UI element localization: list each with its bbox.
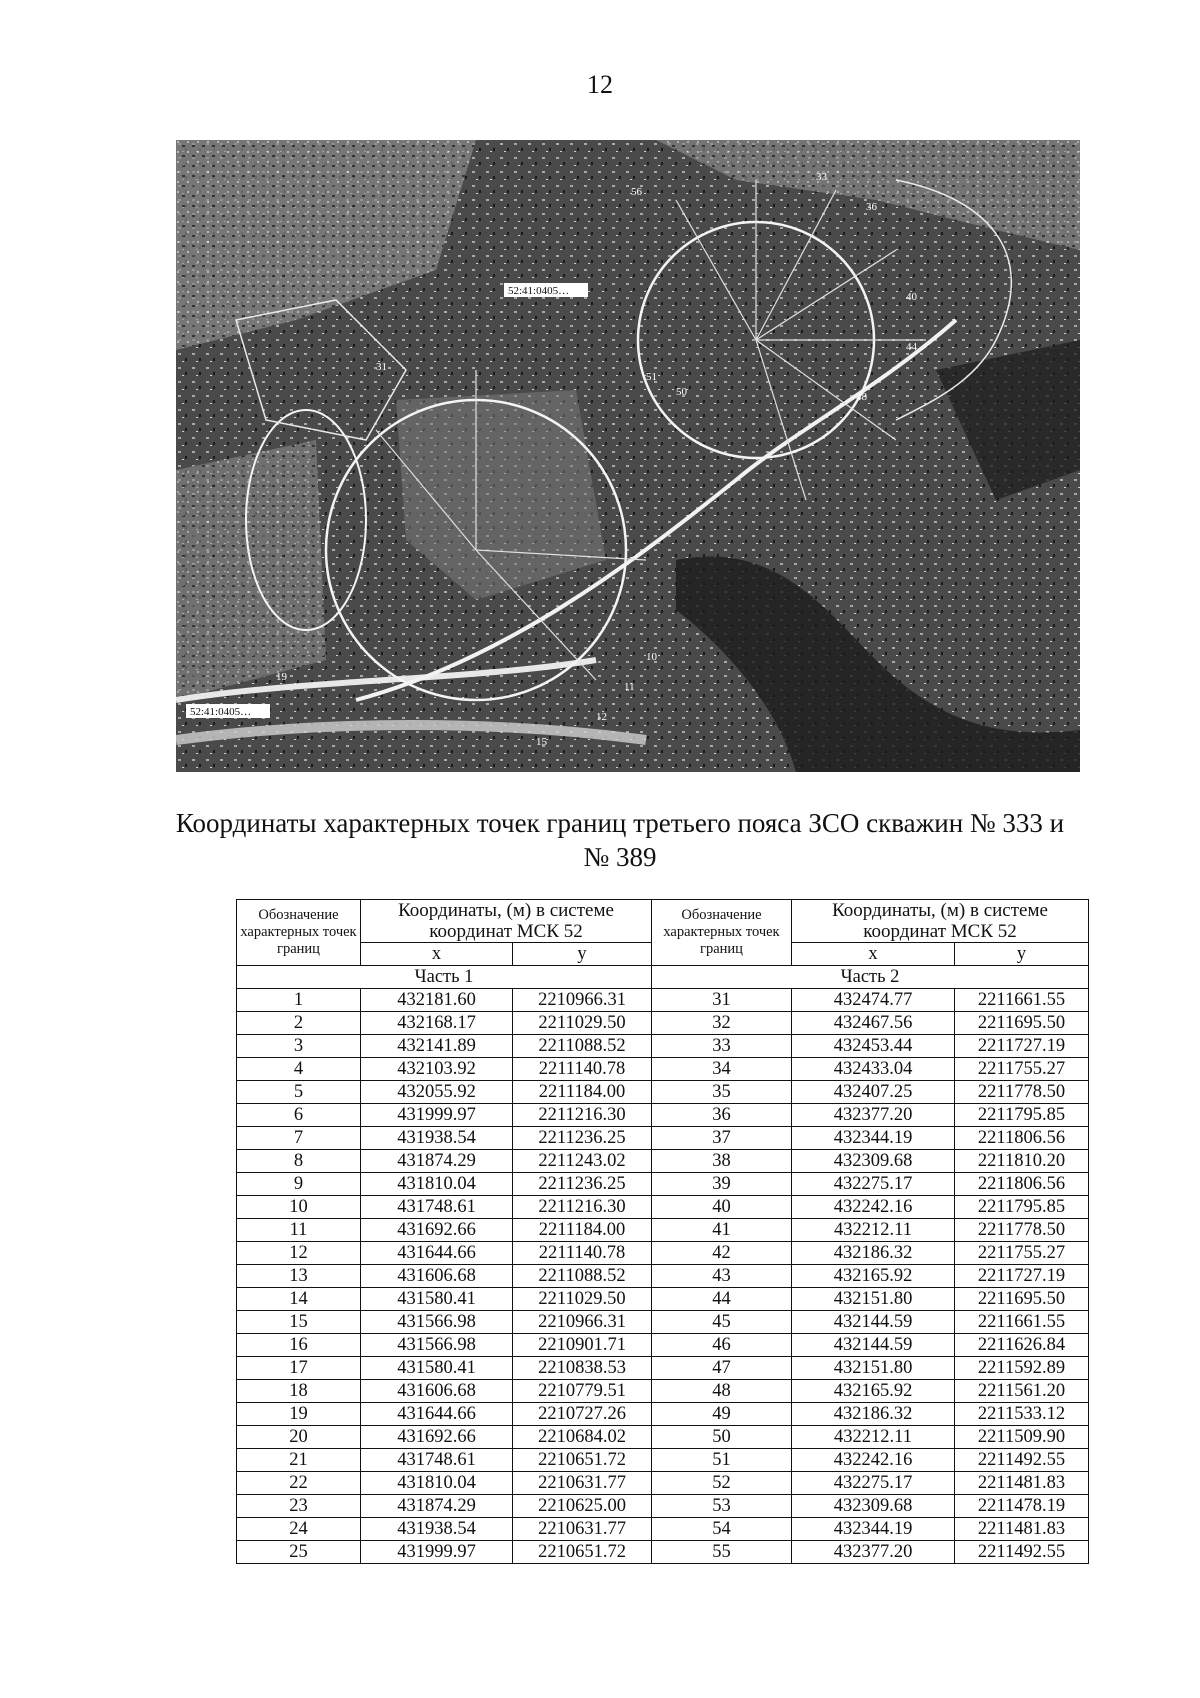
point-id-cell: 49 xyxy=(652,1403,792,1426)
y-coordinate-cell: 2210901.71 xyxy=(513,1334,652,1357)
table-row xyxy=(237,1495,1089,1518)
x-coordinate-cell: 432474.77 xyxy=(792,989,955,1012)
y-coordinate-cell: 2211661.55 xyxy=(955,1311,1089,1334)
point-id-cell: 42 xyxy=(652,1242,792,1265)
table-row xyxy=(237,1196,1089,1219)
page-number: 12 xyxy=(587,70,613,99)
x-coordinate-cell: 431692.66 xyxy=(361,1219,513,1242)
point-id-cell: 31 xyxy=(652,989,792,1012)
x-coordinate-cell: 432168.17 xyxy=(361,1012,513,1035)
point-id-cell: 8 xyxy=(237,1150,361,1173)
point-id-cell: 7 xyxy=(237,1127,361,1150)
point-id-cell: 19 xyxy=(237,1403,361,1426)
map-point-label: 50 xyxy=(676,386,687,398)
point-id-cell: 44 xyxy=(652,1288,792,1311)
point-id-cell: 37 xyxy=(652,1127,792,1150)
table-row xyxy=(237,1426,1089,1449)
point-id-cell: 32 xyxy=(652,1012,792,1035)
point-id-cell: 51 xyxy=(652,1449,792,1472)
y-coordinate-cell: 2210966.31 xyxy=(513,1311,652,1334)
table-row xyxy=(237,989,1089,1012)
y-coordinate-cell: 2211795.85 xyxy=(955,1104,1089,1127)
table-row xyxy=(237,1541,1089,1564)
x-coordinate-cell: 432151.80 xyxy=(792,1357,955,1380)
point-id-cell: 21 xyxy=(237,1449,361,1472)
x-coordinate-cell: 431644.66 xyxy=(361,1242,513,1265)
map-point-label: 36 xyxy=(866,201,877,213)
table-row xyxy=(237,1403,1089,1426)
point-id-cell: 40 xyxy=(652,1196,792,1219)
table-row xyxy=(237,1104,1089,1127)
x-coordinate-cell: 431566.98 xyxy=(361,1334,513,1357)
map-cadastral-label-1: 52:41:0405… xyxy=(508,285,570,297)
y-coordinate-cell: 2211492.55 xyxy=(955,1449,1089,1472)
y-coordinate-cell: 2211509.90 xyxy=(955,1426,1089,1449)
x-coordinate-cell: 431606.68 xyxy=(361,1265,513,1288)
map-point-label: 33 xyxy=(816,171,827,183)
header-coords-label: Координаты, (м) в системе координат МСК 52 xyxy=(361,900,652,943)
table-row xyxy=(237,1472,1089,1495)
y-coordinate-cell: 2211088.52 xyxy=(513,1035,652,1058)
table-row xyxy=(237,1311,1089,1334)
y-coordinate-cell: 2210779.51 xyxy=(513,1380,652,1403)
x-coordinate-cell: 432377.20 xyxy=(792,1104,955,1127)
point-id-cell: 11 xyxy=(237,1219,361,1242)
part-2-label: Часть 2 xyxy=(652,966,1089,989)
point-id-cell: 39 xyxy=(652,1173,792,1196)
y-coordinate-cell: 2210727.26 xyxy=(513,1403,652,1426)
x-coordinate-cell: 432453.44 xyxy=(792,1035,955,1058)
point-id-cell: 9 xyxy=(237,1173,361,1196)
x-coordinate-cell: 431810.04 xyxy=(361,1472,513,1495)
x-coordinate-cell: 431938.54 xyxy=(361,1127,513,1150)
y-coordinate-cell: 2211755.27 xyxy=(955,1058,1089,1081)
y-coordinate-cell: 2211216.30 xyxy=(513,1196,652,1219)
x-coordinate-cell: 432151.80 xyxy=(792,1288,955,1311)
x-coordinate-cell: 432275.17 xyxy=(792,1173,955,1196)
header-point-label: Обозначение характерных точек границ xyxy=(652,900,792,966)
y-coordinate-cell: 2211755.27 xyxy=(955,1242,1089,1265)
point-id-cell: 2 xyxy=(237,1012,361,1035)
point-id-cell: 24 xyxy=(237,1518,361,1541)
y-coordinate-cell: 2211184.00 xyxy=(513,1081,652,1104)
header-x: x xyxy=(361,943,513,966)
point-id-cell: 43 xyxy=(652,1265,792,1288)
point-id-cell: 54 xyxy=(652,1518,792,1541)
map-point-label: 11 xyxy=(624,681,635,693)
x-coordinate-cell: 432144.59 xyxy=(792,1311,955,1334)
table-row xyxy=(237,1449,1089,1472)
x-coordinate-cell: 432186.32 xyxy=(792,1403,955,1426)
point-id-cell: 50 xyxy=(652,1426,792,1449)
table-heading xyxy=(150,806,1090,874)
point-id-cell: 36 xyxy=(652,1104,792,1127)
y-coordinate-cell: 2211806.56 xyxy=(955,1127,1089,1150)
x-coordinate-cell: 432181.60 xyxy=(361,989,513,1012)
x-coordinate-cell: 432344.19 xyxy=(792,1518,955,1541)
table-row xyxy=(237,1150,1089,1173)
x-coordinate-cell: 431606.68 xyxy=(361,1380,513,1403)
point-id-cell: 18 xyxy=(237,1380,361,1403)
map-point-label: 10 xyxy=(646,651,657,663)
x-coordinate-cell: 432377.20 xyxy=(792,1541,955,1564)
x-coordinate-cell: 432407.25 xyxy=(792,1081,955,1104)
map-point-label: 15 xyxy=(536,736,547,748)
coordinates-table xyxy=(236,899,1089,1564)
x-coordinate-cell: 431874.29 xyxy=(361,1495,513,1518)
table-row xyxy=(237,1058,1089,1081)
point-id-cell: 55 xyxy=(652,1541,792,1564)
header-point-label: Обозначение характерных точек границ xyxy=(237,900,361,966)
x-coordinate-cell: 432055.92 xyxy=(361,1081,513,1104)
point-id-cell: 52 xyxy=(652,1472,792,1495)
x-coordinate-cell: 432144.59 xyxy=(792,1334,955,1357)
header-coords-label: Координаты, (м) в системе координат МСК 52 xyxy=(792,900,1089,943)
y-coordinate-cell: 2211029.50 xyxy=(513,1288,652,1311)
map-point-label: 12 xyxy=(596,711,607,723)
point-id-cell: 6 xyxy=(237,1104,361,1127)
map-point-label: 19 xyxy=(276,671,287,683)
y-coordinate-cell: 2211184.00 xyxy=(513,1219,652,1242)
y-coordinate-cell: 2211806.56 xyxy=(955,1173,1089,1196)
point-id-cell: 35 xyxy=(652,1081,792,1104)
y-coordinate-cell: 2211810.20 xyxy=(955,1150,1089,1173)
point-id-cell: 41 xyxy=(652,1219,792,1242)
x-coordinate-cell: 431644.66 xyxy=(361,1403,513,1426)
y-coordinate-cell: 2210966.31 xyxy=(513,989,652,1012)
y-coordinate-cell: 2211492.55 xyxy=(955,1541,1089,1564)
point-id-cell: 14 xyxy=(237,1288,361,1311)
point-id-cell: 17 xyxy=(237,1357,361,1380)
part-1-label: Часть 1 xyxy=(237,966,652,989)
table-row xyxy=(237,1518,1089,1541)
x-coordinate-cell: 431566.98 xyxy=(361,1311,513,1334)
point-id-cell: 3 xyxy=(237,1035,361,1058)
point-id-cell: 25 xyxy=(237,1541,361,1564)
y-coordinate-cell: 2211088.52 xyxy=(513,1265,652,1288)
y-coordinate-cell: 2211727.19 xyxy=(955,1035,1089,1058)
point-id-cell: 10 xyxy=(237,1196,361,1219)
map-point-label: 56 xyxy=(631,186,642,198)
x-coordinate-cell: 432141.89 xyxy=(361,1035,513,1058)
y-coordinate-cell: 2210651.72 xyxy=(513,1541,652,1564)
map-point-label: 48 xyxy=(856,391,867,403)
y-coordinate-cell: 2211778.50 xyxy=(955,1219,1089,1242)
table-row xyxy=(237,1380,1089,1403)
point-id-cell: 48 xyxy=(652,1380,792,1403)
y-coordinate-cell: 2211661.55 xyxy=(955,989,1089,1012)
x-coordinate-cell: 432309.68 xyxy=(792,1495,955,1518)
point-id-cell: 23 xyxy=(237,1495,361,1518)
point-id-cell: 38 xyxy=(652,1150,792,1173)
y-coordinate-cell: 2211481.83 xyxy=(955,1472,1089,1495)
x-coordinate-cell: 431692.66 xyxy=(361,1426,513,1449)
aerial-map-image xyxy=(176,140,1080,772)
y-coordinate-cell: 2210838.53 xyxy=(513,1357,652,1380)
x-coordinate-cell: 432309.68 xyxy=(792,1150,955,1173)
table-row xyxy=(237,1242,1089,1265)
point-id-cell: 16 xyxy=(237,1334,361,1357)
x-coordinate-cell: 432186.32 xyxy=(792,1242,955,1265)
table-row xyxy=(237,1035,1089,1058)
x-coordinate-cell: 432275.17 xyxy=(792,1472,955,1495)
y-coordinate-cell: 2210631.77 xyxy=(513,1472,652,1495)
x-coordinate-cell: 431874.29 xyxy=(361,1150,513,1173)
y-coordinate-cell: 2210631.77 xyxy=(513,1518,652,1541)
y-coordinate-cell: 2211140.78 xyxy=(513,1058,652,1081)
point-id-cell: 33 xyxy=(652,1035,792,1058)
y-coordinate-cell: 2211029.50 xyxy=(513,1012,652,1035)
point-id-cell: 12 xyxy=(237,1242,361,1265)
heading-line-2: № 389 xyxy=(583,842,657,872)
table-row xyxy=(237,1357,1089,1380)
point-id-cell: 34 xyxy=(652,1058,792,1081)
map-cadastral-label-2: 52:41:0405… xyxy=(190,706,252,718)
point-id-cell: 5 xyxy=(237,1081,361,1104)
x-coordinate-cell: 431580.41 xyxy=(361,1288,513,1311)
point-id-cell: 45 xyxy=(652,1311,792,1334)
y-coordinate-cell: 2211778.50 xyxy=(955,1081,1089,1104)
x-coordinate-cell: 431999.97 xyxy=(361,1104,513,1127)
point-id-cell: 53 xyxy=(652,1495,792,1518)
x-coordinate-cell: 431938.54 xyxy=(361,1518,513,1541)
x-coordinate-cell: 432433.04 xyxy=(792,1058,955,1081)
table-row xyxy=(237,1127,1089,1150)
x-coordinate-cell: 431748.61 xyxy=(361,1196,513,1219)
map-point-label: 51 xyxy=(646,371,657,383)
point-id-cell: 13 xyxy=(237,1265,361,1288)
x-coordinate-cell: 432103.92 xyxy=(361,1058,513,1081)
point-id-cell: 46 xyxy=(652,1334,792,1357)
y-coordinate-cell: 2211533.12 xyxy=(955,1403,1089,1426)
y-coordinate-cell: 2211481.83 xyxy=(955,1518,1089,1541)
point-id-cell: 4 xyxy=(237,1058,361,1081)
x-coordinate-cell: 432467.56 xyxy=(792,1012,955,1035)
y-coordinate-cell: 2211695.50 xyxy=(955,1012,1089,1035)
y-coordinate-cell: 2211795.85 xyxy=(955,1196,1089,1219)
y-coordinate-cell: 2211236.25 xyxy=(513,1127,652,1150)
heading-line-1: Координаты характерных точек границ третьего пояса ЗСО скважин № 333 и xyxy=(175,808,1065,838)
y-coordinate-cell: 2211695.50 xyxy=(955,1288,1089,1311)
map-point-label: 44 xyxy=(906,341,917,353)
header-y: y xyxy=(513,943,652,966)
x-coordinate-cell: 432165.92 xyxy=(792,1265,955,1288)
table-row xyxy=(237,1081,1089,1104)
y-coordinate-cell: 2211243.02 xyxy=(513,1150,652,1173)
point-id-cell: 22 xyxy=(237,1472,361,1495)
table-row xyxy=(237,1288,1089,1311)
map-point-label: 40 xyxy=(906,291,917,303)
x-coordinate-cell: 431999.97 xyxy=(361,1541,513,1564)
y-coordinate-cell: 2211216.30 xyxy=(513,1104,652,1127)
x-coordinate-cell: 432242.16 xyxy=(792,1196,955,1219)
x-coordinate-cell: 431810.04 xyxy=(361,1173,513,1196)
table-row xyxy=(237,1173,1089,1196)
table-row xyxy=(237,1012,1089,1035)
y-coordinate-cell: 2211592.89 xyxy=(955,1357,1089,1380)
x-coordinate-cell: 431748.61 xyxy=(361,1449,513,1472)
x-coordinate-cell: 432212.11 xyxy=(792,1219,955,1242)
map-point-label: 31 xyxy=(376,361,387,373)
point-id-cell: 15 xyxy=(237,1311,361,1334)
y-coordinate-cell: 2211236.25 xyxy=(513,1173,652,1196)
y-coordinate-cell: 2210684.02 xyxy=(513,1426,652,1449)
point-id-cell: 47 xyxy=(652,1357,792,1380)
y-coordinate-cell: 2211478.19 xyxy=(955,1495,1089,1518)
x-coordinate-cell: 432212.11 xyxy=(792,1426,955,1449)
coordinates-table-body xyxy=(237,989,1089,1564)
y-coordinate-cell: 2211561.20 xyxy=(955,1380,1089,1403)
table-row xyxy=(237,1265,1089,1288)
y-coordinate-cell: 2211727.19 xyxy=(955,1265,1089,1288)
point-id-cell: 1 xyxy=(237,989,361,1012)
header-x: x xyxy=(792,943,955,966)
y-coordinate-cell: 2210625.00 xyxy=(513,1495,652,1518)
table-row xyxy=(237,1334,1089,1357)
aerial-map-drawing xyxy=(176,140,1080,772)
y-coordinate-cell: 2210651.72 xyxy=(513,1449,652,1472)
y-coordinate-cell: 2211140.78 xyxy=(513,1242,652,1265)
header-y: y xyxy=(955,943,1089,966)
x-coordinate-cell: 432165.92 xyxy=(792,1380,955,1403)
table-row xyxy=(237,1219,1089,1242)
y-coordinate-cell: 2211626.84 xyxy=(955,1334,1089,1357)
x-coordinate-cell: 432344.19 xyxy=(792,1127,955,1150)
point-id-cell: 20 xyxy=(237,1426,361,1449)
x-coordinate-cell: 432242.16 xyxy=(792,1449,955,1472)
x-coordinate-cell: 431580.41 xyxy=(361,1357,513,1380)
